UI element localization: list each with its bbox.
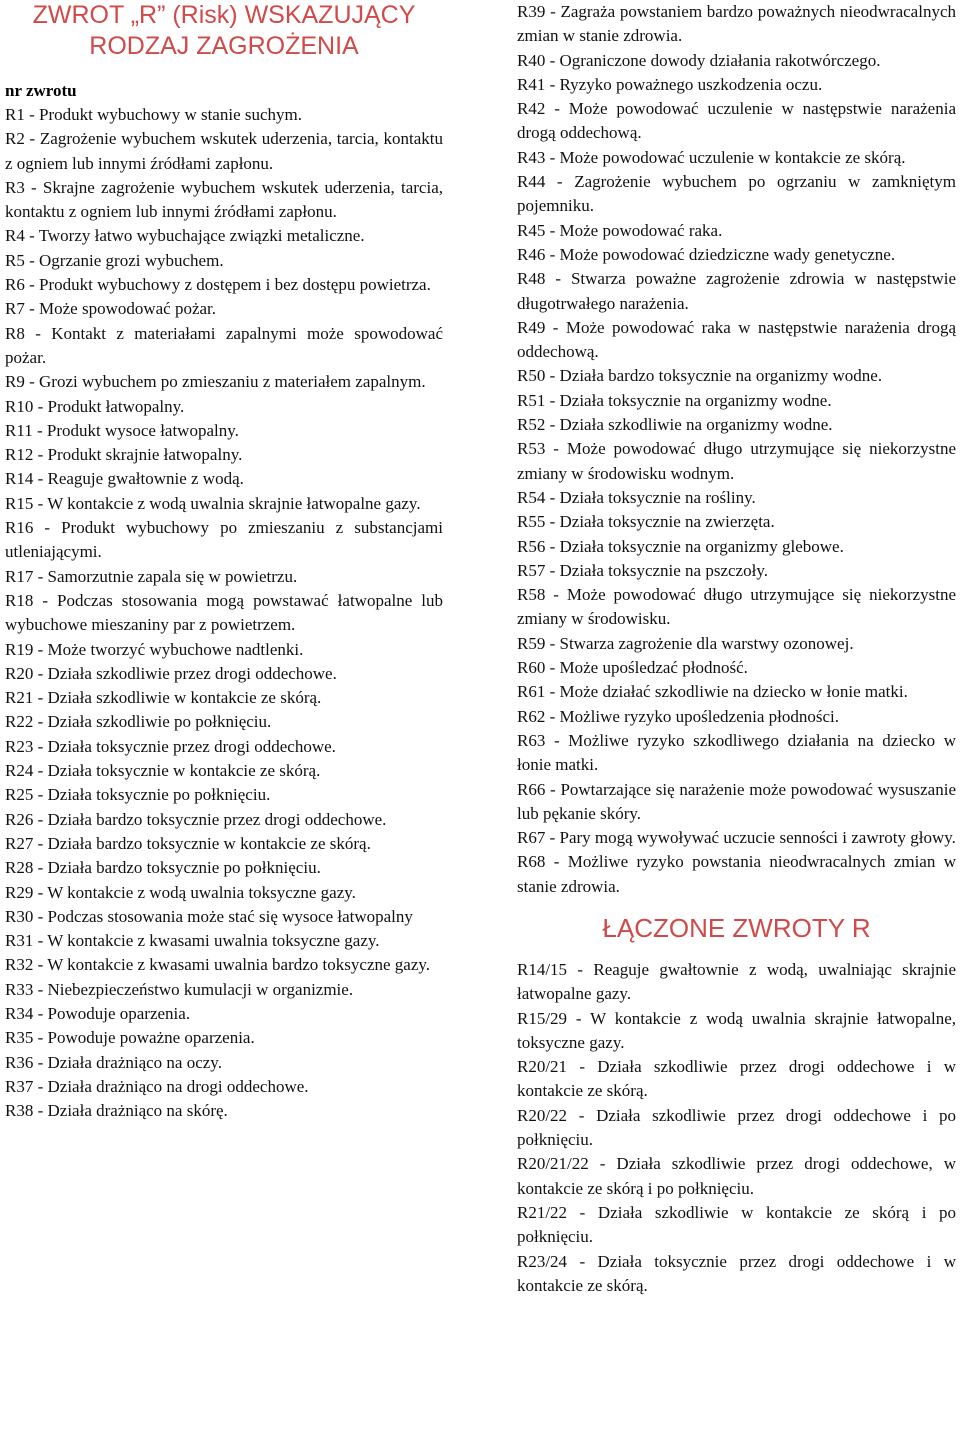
risk-phrase-entry: R51 - Działa toksycznie na organizmy wodne. [517, 390, 832, 410]
risk-phrase-entry: R39 - Zagraża powstaniem bardzo poważnych nieodwracalnych zmian w stanie zdrowia. [517, 2, 956, 46]
risk-phrase-entry: R3 - Skrajne zagrożenie wybuchem wskutek uderzenia, tarcia, kontaktu z ogniem lub innymi źródłami zapłonu. [5, 177, 443, 222]
risk-phrase-entry: R45 - Może powodować raka. [517, 220, 723, 240]
risk-phrase-entry: R23 - Działa toksycznie przez drogi oddechowe. [5, 736, 336, 756]
risk-phrase-entry: R55 - Działa toksycznie na zwierzęta. [517, 512, 775, 532]
risk-phrase-entry: R21/22 - Działa szkodliwie w kontakcie ze skórą i po połknięciu. [517, 1202, 956, 1247]
risk-phrase-entry: R34 - Powoduje oparzenia. [5, 1003, 191, 1023]
risk-phrase-entry: R30 - Podczas stosowania może stać się wysoce łatwopalny [5, 906, 413, 926]
risk-phrase-entry: R10 - Produkt łatwopalny. [5, 396, 185, 416]
risk-phrase-entry: R40 - Ograniczone dowody działania rakotwórczego. [517, 50, 881, 70]
risk-phrase-entry: R48 - Stwarza poważne zagrożenie zdrowia w następstwie długotrwałego narażenia. [517, 269, 956, 313]
risk-phrase-entry: R44 - Zagrożenie wybuchem po ogrzaniu w zamkniętym pojemniku. [517, 172, 956, 216]
risk-phrase-entry: R36 - Działa drażniąco na oczy. [5, 1052, 222, 1072]
risk-phrase-entry: R31 - W kontakcie z kwasami uwalnia toksyczne gazy. [5, 931, 380, 951]
risk-phrase-entry: R61 - Może działać szkodliwie na dziecko w łonie matki. [517, 682, 908, 702]
risk-phrase-entry: R15/29 - W kontakcie z wodą uwalnia skrajnie łatwopalne, toksyczne gazy. [517, 1008, 956, 1052]
risk-phrase-entry: R38 - Działa drażniąco na skórę. [5, 1101, 228, 1121]
risk-phrase-entry: R43 - Może powodować uczulenie w kontakcie ze skórą. [517, 147, 906, 167]
risk-phrase-entry: R49 - Może powodować raka w następstwie narażenia drogą oddechową. [517, 317, 956, 362]
risk-phrase-entry: R24 - Działa toksycznie w kontakcie ze skórą. [5, 761, 321, 781]
risk-phrase-entry: R21 - Działa szkodliwie w kontakcie ze skórą. [5, 688, 322, 708]
risk-phrase-entry: R58 - Może powodować długo utrzymujące się niekorzystne zmiany w środowisku. [517, 585, 956, 629]
risk-phrase-entry: R67 - Pary mogą wywoływać uczucie senności i zawroty głowy. [517, 828, 956, 848]
risk-phrase-entry: R11 - Produkt wysoce łatwopalny. [5, 420, 239, 440]
risk-phrase-entry: R8 - Kontakt z materiałami zapalnymi może spowodować pożar. [5, 323, 443, 367]
risk-phrase-entry: R16 - Produkt wybuchowy po zmieszaniu z substancjami utleniającymi. [5, 518, 443, 562]
risk-phrase-entry: R41 - Ryzyko poważnego uszkodzenia oczu. [517, 74, 823, 94]
risk-phrase-entry: R6 - Produkt wybuchowy z dostępem i bez dostępu powietrza. [5, 275, 431, 295]
risk-phrase-entry: R2 - Zagrożenie wybuchem wskutek uderzenia, tarcia, kontaktu z ogniem lub innymi źródłami zapłonu. [5, 129, 443, 173]
risk-phrase-entry: R50 - Działa bardzo toksycznie na organizmy wodne. [517, 366, 883, 386]
risk-phrase-entry: R63 - Możliwe ryzyko szkodliwego działania na dziecko w łonie matki. [517, 730, 956, 775]
risk-phrase-entry: R7 - Może spowodować pożar. [5, 299, 217, 319]
document-heading: ZWROT „R” (Risk) WSKAZUJĄCY RODZAJ ZAGROŻENIA [32, 1, 416, 60]
risk-phrase-entry: R18 - Podczas stosowania mogą powstawać łatwopalne lub wybuchowe mieszaniny par z powietrzem. [5, 590, 443, 635]
risk-phrase-entry: R12 - Produkt skrajnie łatwopalny. [5, 445, 243, 465]
risk-phrase-entry: R14 - Reaguje gwałtownie z wodą. [5, 469, 244, 489]
risk-phrase-entry: R14/15 - Reaguje gwałtownie z wodą, uwalniając skrajnie łatwopalne gazy. [517, 959, 956, 1004]
risk-phrase-entry: R20 - Działa szkodliwie przez drogi oddechowe. [5, 663, 337, 683]
right-column [517, 0, 956, 1298]
risk-phrase-entry: R25 - Działa toksycznie po połknięciu. [5, 785, 271, 805]
left-column [5, 0, 443, 1123]
risk-phrase-entry: R22 - Działa szkodliwie po połknięciu. [5, 712, 272, 732]
risk-phrase-entry: R20/21/22 - Działa szkodliwie przez drogi oddechowe, w kontakcie ze skórą i po połknięciu. [517, 1154, 956, 1198]
risk-phrase-entry: R56 - Działa toksycznie na organizmy glebowe. [517, 536, 844, 556]
risk-phrase-entry: R5 - Ogrzanie grozi wybuchem. [5, 250, 224, 270]
risk-phrase-entry: R59 - Stwarza zagrożenie dla warstwy ozonowej. [517, 633, 854, 653]
risk-phrase-entry: R1 - Produkt wybuchowy w stanie suchym. [5, 105, 303, 124]
risk-phrase-entry: R62 - Możliwe ryzyko upośledzenia płodności. [517, 706, 839, 726]
column-label: nr zwrotu [5, 81, 77, 100]
risk-phrase-entry: R17 - Samorzutnie zapala się w powietrzu. [5, 566, 298, 586]
risk-phrase-entry: R28 - Działa bardzo toksycznie po połknięciu. [5, 858, 321, 878]
risk-phrase-entry: R53 - Może powodować długo utrzymujące się niekorzystne zmiany w środowisku wodnym. [517, 439, 956, 483]
risk-phrase-entry: R29 - W kontakcie z wodą uwalnia toksyczne gazy. [5, 882, 356, 902]
combined-phrase-list [517, 958, 956, 1298]
risk-phrase-entry: R68 - Możliwe ryzyko powstania nieodwracalnych zmian w stanie zdrowia. [517, 852, 956, 896]
risk-phrase-entry: R27 - Działa bardzo toksycznie w kontakcie ze skórą. [5, 833, 371, 853]
risk-phrase-entry: R54 - Działa toksycznie na rośliny. [517, 487, 756, 507]
risk-phrase-entry: R26 - Działa bardzo toksycznie przez drogi oddechowe. [5, 809, 387, 829]
risk-phrase-list [5, 103, 443, 1123]
risk-phrase-entry: R19 - Może tworzyć wybuchowe nadtlenki. [5, 639, 304, 659]
risk-phrase-entry: R35 - Powoduje poważne oparzenia. [5, 1028, 255, 1048]
combined-phrases-heading: ŁĄCZONE ZWROTY R [602, 912, 871, 943]
risk-phrase-entry: R23/24 - Działa toksycznie przez drogi oddechowe i w kontakcie ze skórą. [517, 1251, 956, 1295]
risk-phrase-entry: R66 - Powtarzające się narażenie może powodować wysuszanie lub pękanie skóry. [517, 779, 956, 823]
risk-phrase-entry: R32 - W kontakcie z kwasami uwalnia bardzo toksyczne gazy. [5, 955, 431, 975]
risk-phrase-entry: R20/21 - Działa szkodliwie przez drogi oddechowe i w kontakcie ze skórą. [517, 1057, 956, 1101]
risk-phrase-entry: R60 - Może upośledzać płodność. [517, 658, 748, 678]
risk-phrase-entry: R9 - Grozi wybuchem po zmieszaniu z materiałem zapalnym. [5, 372, 426, 392]
risk-phrase-entry: R52 - Działa szkodliwie na organizmy wodne. [517, 415, 833, 435]
risk-phrase-entry: R46 - Może powodować dziedziczne wady genetyczne. [517, 244, 896, 264]
risk-phrase-entry: R33 - Niebezpieczeństwo kumulacji w organizmie. [5, 979, 354, 999]
risk-phrase-entry: R20/22 - Działa szkodliwie przez drogi oddechowe i po połknięciu. [517, 1105, 956, 1150]
risk-phrase-entry: R37 - Działa drażniąco na drogi oddechowe. [5, 1076, 309, 1096]
risk-phrase-entry: R15 - W kontakcie z wodą uwalnia skrajnie łatwopalne gazy. [5, 493, 421, 513]
risk-phrase-list-continued [517, 0, 956, 899]
risk-phrase-entry: R42 - Może powodować uczulenie w następstwie narażenia drogą oddechową. [517, 99, 956, 143]
risk-phrase-entry: R4 - Tworzy łatwo wybuchające związki metaliczne. [5, 226, 365, 246]
risk-phrase-entry: R57 - Działa toksycznie na pszczoły. [517, 560, 768, 580]
